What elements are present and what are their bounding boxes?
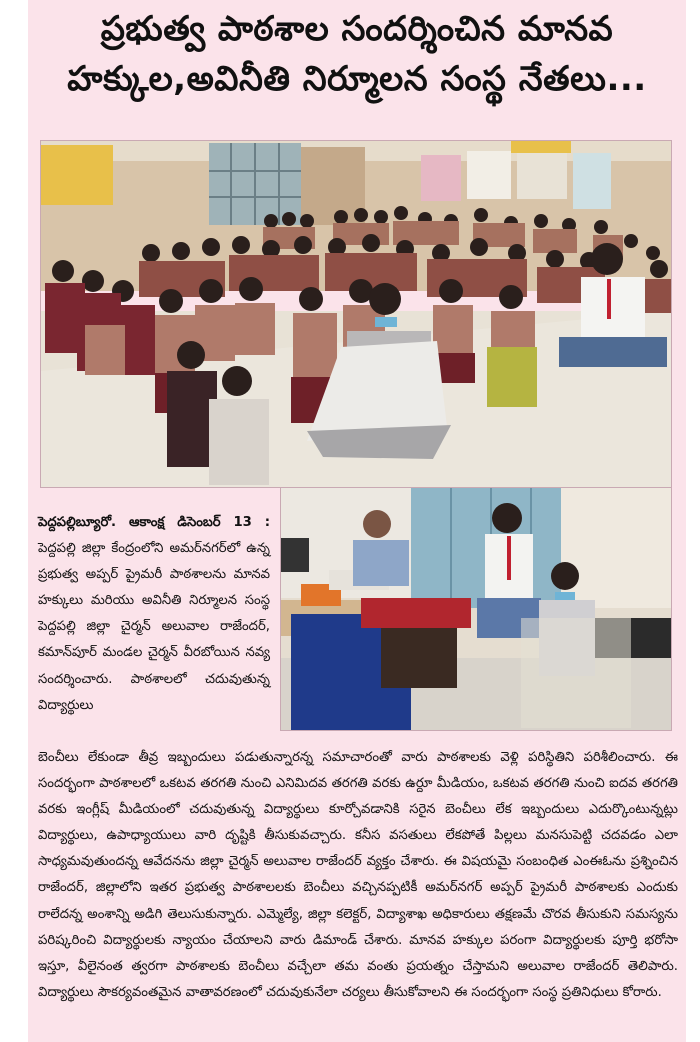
headline-line-1: ప్రభుత్వ పాఠశాల సందర్శించిన మానవ bbox=[100, 9, 614, 49]
headline bbox=[28, 4, 686, 104]
article-column bbox=[38, 510, 270, 719]
news-clipping bbox=[28, 0, 686, 1042]
office-photo bbox=[280, 487, 672, 731]
headline-line-2: హక్కుల,అవినీతి నిర్మూలన సంస్థ నేతలు... bbox=[67, 59, 647, 99]
article-full-text: బెంచీలు లేకుండా తీవ్ర ఇబ్బందులు పడుతున్నారన్న సమాచారంతో వారు పాఠశాలకు వెళ్లి పరిస్థితిని పరిశీలించారు. ఈ సందర్భంగా పాఠశాలలో ఒకటవ తరగతి నుంచి ఎనిమిదవ తరగతి వరకు ఉర్దూ మీడియం, ఒకటవ తరగతి నుంచి ఐదవ తరగతి వరకు ఇంగ్లీష్ మీడియంలో చదువుతున్న విద్యార్థులు కూర్చోవడానికి సరైన బెంచీలు లేక ఇబ్బందులు ఎదుర్కొంటున్నట్లు విద్యార్థులు, ఉపాధ్యాయులు వారి దృష్టికి తీసుకువచ్చారు. కనీస వసతులు లేకపోతే పిల్లలు మనసుపెట్టి చదవడం ఎలా సాధ్యమవుతుందన్న ఆవేదనను జిల్లా చైర్మన్ అలువాల రాజేందర్ వ్యక్తం చేశారు. ఈ విషయమై సంబంధిత ఎంఈఓను ప్రశ్నించిన రాజేందర్, జిల్లాలోని ఇతర ప్రభుత్వ పాఠశాలలకు బెంచీలు వచ్చినప్పటికీ అమర్‌నగర్ అప్పర్ ప్రైమరీ పాఠశాలకు ఎందుకు రాలేదన్న అంశాన్ని అడిగి తెలుసుకున్నారు. ఎమ్మెల్యే, జిల్లా కలెక్టర్, విద్యాశాఖ అధికారులు తక్షణమే చొరవ తీసుకుని సమస్యను పరిష్కరించి విద్యార్థులకు న్యాయం చేయాలని వారు డిమాండ్ చేశారు. మానవ హక్కుల పరంగా విద్యార్థులకు పూర్తి భరోసా ఇస్తూ, వీలైనంత త్వరగా పాఠశాలకు బెంచీలు వచ్చేలా తమ వంతు ప్రయత్నం చేస్తామని అలువాల రాజేందర్ తెలిపారు. విద్యార్థులు సౌకర్యవంతమైన వాతావరణంలో చదువుకునేలా చర్యలు తీసుకోవాలని ఈ సందర్భంగా సంస్థ ప్రతినిధులు కోరారు. bbox=[38, 750, 678, 1000]
article-column-text: పెద్దపల్లి జిల్లా కేంద్రంలోని అమర్‌నగర్‌లో ఉన్న ప్రభుత్వ అప్పర్ ప్రైమరీ పాఠశాలను మానవ హక్కులు మరియు అవినీతి నిర్మూలన సంస్థ పెద్దపల్లి జిల్లా చైర్మన్ అలువాల రాజేందర్, కమాన్‌పూర్ మండల చైర్మన్ వీరబోయిన నవ్య సందర్శించారు. పాఠశాలలో చదువుతున్న విద్యార్థులు bbox=[38, 541, 270, 713]
dateline: పెద్దపల్లిబ్యూరో. ఆకాంక్ష డిసెంబర్ 13 : bbox=[38, 515, 270, 530]
classroom-photo bbox=[40, 140, 672, 488]
